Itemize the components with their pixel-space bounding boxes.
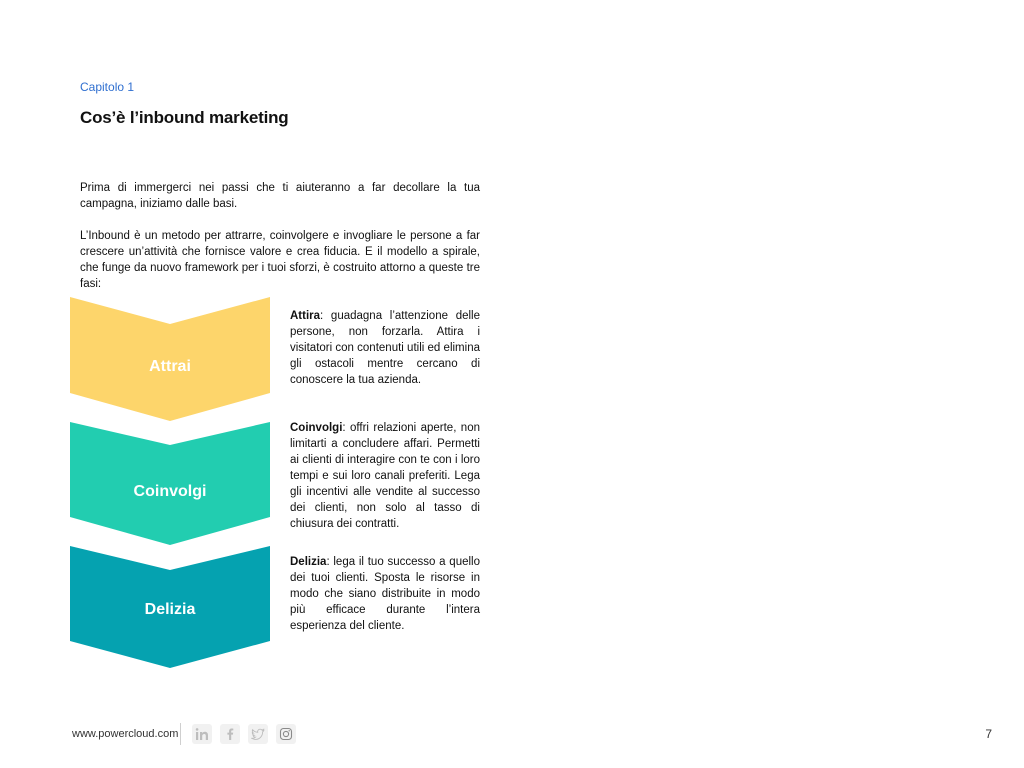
stage-description-delizia [290,554,480,634]
stage-label-coinvolgi: Coinvolgi [133,483,207,500]
intro-paragraph-2: L’Inbound è un metodo per attrarre, coinvolgere e invogliare le persone a far crescere un’attività che fornisce valore e crea fiducia. E il modello a spirale, che funge da nuovo framework per i tuoi sforzi, è costruito attorno a queste tre fasi: [80,230,480,290]
stage-label-attrai: Attrai [149,358,191,375]
stage-description-coinvolgi [290,420,480,532]
stage-description-text: : offri relazioni aperte, non limitarti a concludere affari. Permetti ai clienti di interagire con te con i loro tempi e sui loro canali preferiti. Lega gli incentivi alle vendite al successo dei clienti, non solo al tasso di chiusura dei contratti. [290,422,480,530]
stage-term: Coinvolgi [290,422,343,434]
stage-description-attira [290,308,480,388]
footer-divider [180,723,181,745]
page-number: 7 [985,727,992,741]
chapter-label: Capitolo 1 [80,80,135,94]
stage-description-text: : lega il tuo successo a quello dei tuoi clienti. Sposta le risorse in modo che siano distribuite in modo più efficace durante l’intera esperienza del cliente. [290,556,480,632]
inbound-stages-diagram [70,297,270,669]
facebook-icon[interactable] [220,724,240,744]
footer-website-link[interactable]: www.powercloud.com [72,728,179,740]
stage-term: Attira [290,310,321,322]
intro-paragraph-1: Prima di immergerci nei passi che ti aiuteranno a far decollare la tua campagna, iniziamo dalle basi. [80,182,480,210]
stage-term: Delizia [290,556,327,568]
page-title: Cos’è l’inbound marketing [80,108,289,127]
twitter-icon[interactable] [248,724,268,744]
stage-label-delizia: Delizia [144,601,196,618]
stage-description-text: : guadagna l’attenzione delle persone, non forzarla. Attira i visitatori con contenuti utili ed elimina gli ostacoli mentre cercano di conoscere la tua azienda. [290,310,480,386]
linkedin-icon[interactable] [192,724,212,744]
instagram-icon[interactable] [276,724,296,744]
